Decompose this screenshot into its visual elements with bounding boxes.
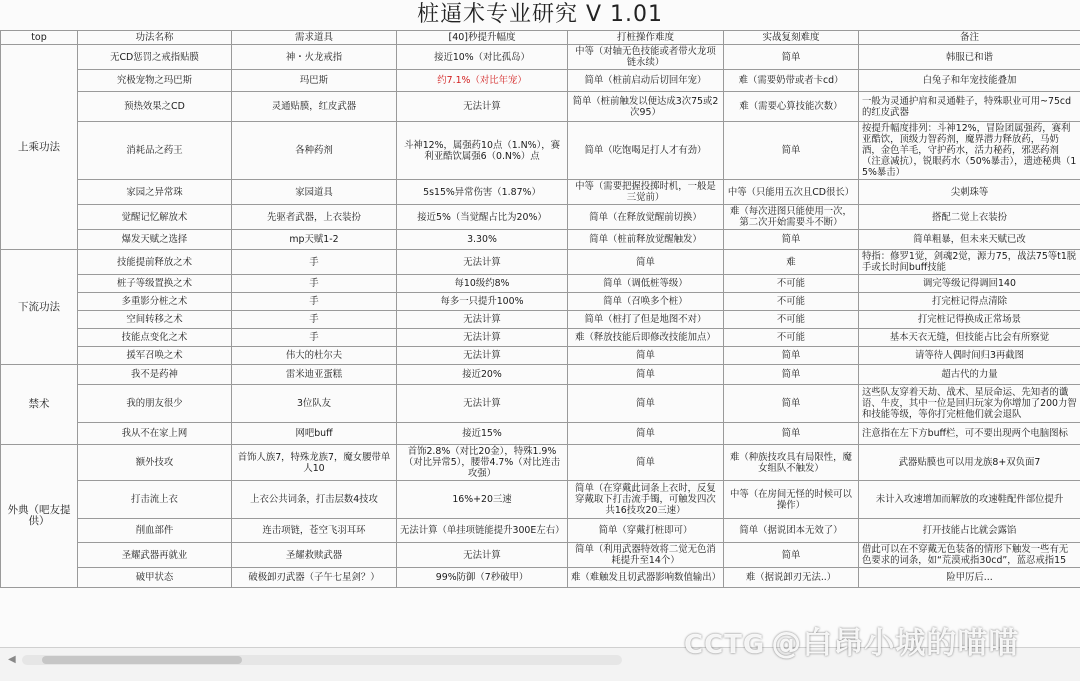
table-cell: 简单（据说团本无效了） xyxy=(724,519,859,543)
table-cell: 特指：修罗1觉，剑魂2觉，源力75，战法75等t1脱手或长时间buff技能 xyxy=(859,250,1080,275)
table-cell: 援军召唤之术 xyxy=(78,347,232,365)
table-cell: 接近20% xyxy=(397,365,568,385)
table-cell: 觉醒记忆解放术 xyxy=(78,205,232,230)
table-cell: 手 xyxy=(232,329,397,347)
header-cell: top xyxy=(1,31,78,45)
table-cell: 这些队友穿着天劫、战术、星辰命运、先知者的谶语、牛皮，其中一位是回归玩家为你增加了200力智和技能等级，等你打完桩他们就会退队 xyxy=(859,385,1080,423)
table-cell: 削血部件 xyxy=(78,519,232,543)
table-cell: 手 xyxy=(232,311,397,329)
table-cell: 一般为灵通护肩和灵通鞋子，特殊职业可用~75cd的红皮武器 xyxy=(859,92,1080,122)
table-cell: 无法计算 xyxy=(397,347,568,365)
table-cell: 简单 xyxy=(724,385,859,423)
table-cell: 技能点变化之术 xyxy=(78,329,232,347)
table-row xyxy=(1,275,1080,293)
table-cell: 我从不在家上网 xyxy=(78,423,232,445)
table-row xyxy=(1,45,1080,70)
table-cell: 简单（桩前启动后切回年宠） xyxy=(568,70,724,92)
group-cell: 下流功法 xyxy=(1,250,78,365)
table-cell: 按提升幅度排列：斗神12%，冒险团属强药，赛利亚酷饮，顶级力智药剂，魔界潜力释放药，马奶酒，金色羊毛，守护药水，活力秘药，邪恶药剂（注意减抗），锐眼药水（50%暴击），遗迹秘典（15%暴击） xyxy=(859,122,1080,180)
table-cell: 桩子等级置换之术 xyxy=(78,275,232,293)
table-row xyxy=(1,122,1080,180)
table-cell: 99%防御（7秒破甲） xyxy=(397,568,568,588)
table-cell: 无法计算 xyxy=(397,92,568,122)
table-cell: 未计入攻速增加而解放的攻速鞋配件部位提升 xyxy=(859,481,1080,519)
table-cell: 打击流上衣 xyxy=(78,481,232,519)
table-cell: 难（需要奶带或者卡cd） xyxy=(724,70,859,92)
table-cell: 接近5%（当觉醒占比为20%） xyxy=(397,205,568,230)
table-row xyxy=(1,70,1080,92)
table-cell: 圣耀武器再就业 xyxy=(78,543,232,568)
table-cell: 不可能 xyxy=(724,293,859,311)
table-cell: 无法计算 xyxy=(397,329,568,347)
table-cell: 简单 xyxy=(724,230,859,250)
table-row xyxy=(1,329,1080,347)
table-cell: 我的朋友很少 xyxy=(78,385,232,423)
table-cell: 破极卸刃武器（子午七星剑？） xyxy=(232,568,397,588)
header-cell: 需求道具 xyxy=(232,31,397,45)
header-cell: 实战复刻难度 xyxy=(724,31,859,45)
table-cell: 伟大的杜尔夫 xyxy=(232,347,397,365)
table-row xyxy=(1,568,1080,588)
table-cell: 简单 xyxy=(568,250,724,275)
table-cell: 借此可以在不穿戴无色装备的情形下触发一些有无色要求的词条，如“荒漠戒指30cd”，蓝忍戒指15 xyxy=(859,543,1080,568)
table-cell: 各种药剂 xyxy=(232,122,397,180)
table-cell: 16%+20三速 xyxy=(397,481,568,519)
watermark xyxy=(684,616,1019,672)
table-cell: 简单（吃饱喝足打人才有劲） xyxy=(568,122,724,180)
table-cell: 难（难触发且切武器影响数值输出） xyxy=(568,568,724,588)
table-cell: 无CD惩罚之戒指贴膜 xyxy=(78,45,232,70)
table-cell: 难（据说卸刃无法..） xyxy=(724,568,859,588)
scroll-thumb[interactable] xyxy=(42,656,242,664)
table-cell: 网吧buff xyxy=(232,423,397,445)
watermark-logo: CCTG xyxy=(684,630,765,660)
table-cell: 简单（在释放觉醒前切换） xyxy=(568,205,724,230)
table-cell: 简单 xyxy=(568,347,724,365)
table-row xyxy=(1,365,1080,385)
header-cell: 功法名称 xyxy=(78,31,232,45)
table-cell: 空间转移之术 xyxy=(78,311,232,329)
table-row xyxy=(1,445,1080,481)
scroll-track[interactable] xyxy=(22,655,622,665)
table-cell: 请等待人偶时间归3再截图 xyxy=(859,347,1080,365)
table-cell: 雷米迪亚蛋糕 xyxy=(232,365,397,385)
table-cell: 韩服已和谐 xyxy=(859,45,1080,70)
table-cell: 简单 xyxy=(568,445,724,481)
header-cell: [40]秒提升幅度 xyxy=(397,31,568,45)
table-cell: 无法计算 xyxy=(397,250,568,275)
table-cell: 约7.1%（对比年宠） xyxy=(397,70,568,92)
watermark-text: @白昂小城的喵喵 xyxy=(771,626,1019,661)
table-cell: 消耗品之药王 xyxy=(78,122,232,180)
table-cell: 险甲厉后... xyxy=(859,568,1080,588)
table-row xyxy=(1,230,1080,250)
table-cell: 难（需要心算技能次数） xyxy=(724,92,859,122)
table-cell: 手 xyxy=(232,275,397,293)
table-cell: 难 xyxy=(724,250,859,275)
table-row xyxy=(1,481,1080,519)
table-cell: 家园道具 xyxy=(232,180,397,205)
table-row xyxy=(1,519,1080,543)
table-cell: 究极宠物之玛巴斯 xyxy=(78,70,232,92)
table-cell: 简单（调低桩等级） xyxy=(568,275,724,293)
table-cell: 首饰人族7，特殊龙族7，魔女腰带单人10 xyxy=(232,445,397,481)
table-cell: 难（种族技攻具有局限性，魔女组队不触发） xyxy=(724,445,859,481)
table-row xyxy=(1,311,1080,329)
table-cell: 简单（桩打了但是地图不对） xyxy=(568,311,724,329)
table-cell: 每多一只提升100% xyxy=(397,293,568,311)
table-row xyxy=(1,423,1080,445)
table-cell: 灵通贴膜，红皮武器 xyxy=(232,92,397,122)
table-cell: 接近10%（对比孤岛） xyxy=(397,45,568,70)
table-cell: 中等（在房间无怪的时候可以操作） xyxy=(724,481,859,519)
table-cell: 无法计算 xyxy=(397,311,568,329)
table-cell: 技能提前释放之术 xyxy=(78,250,232,275)
table-cell: 5s15%异常伤害（1.87%） xyxy=(397,180,568,205)
table-cell: 上衣公共词条，打击层数4技攻 xyxy=(232,481,397,519)
table-cell: 尖刺珠等 xyxy=(859,180,1080,205)
horizontal-scrollbar[interactable] xyxy=(8,655,628,665)
table-cell: 打开技能占比就会露馅 xyxy=(859,519,1080,543)
table-cell: 简单 xyxy=(724,365,859,385)
table-cell: 武器贴膜也可以用龙族8+双负面7 xyxy=(859,445,1080,481)
table-cell: 简单 xyxy=(568,365,724,385)
table-cell: mp天赋1-2 xyxy=(232,230,397,250)
table-cell: 简单（桩前释放觉醒触发） xyxy=(568,230,724,250)
table-cell: 无法计算 xyxy=(397,385,568,423)
table-row xyxy=(1,347,1080,365)
table-cell: 神・火龙戒指 xyxy=(232,45,397,70)
table-row xyxy=(1,385,1080,423)
table-cell: 简单 xyxy=(724,122,859,180)
table-cell: 简单（召唤多个桩） xyxy=(568,293,724,311)
table-cell: 手 xyxy=(232,250,397,275)
table-cell: 不可能 xyxy=(724,329,859,347)
table-cell: 简单 xyxy=(724,423,859,445)
table-cell: 破甲状态 xyxy=(78,568,232,588)
table-cell: 简单 xyxy=(724,45,859,70)
table-cell: 不可能 xyxy=(724,311,859,329)
table-cell: 不可能 xyxy=(724,275,859,293)
table-cell: 斗神12%，属强药10点（1.N%），赛利亚酷饮属强6（0.N%）点 xyxy=(397,122,568,180)
scroll-left-icon[interactable]: ◀ xyxy=(8,654,16,665)
table-row xyxy=(1,543,1080,568)
table-cell: 中等（对轴无色技能或者带火龙项链永续） xyxy=(568,45,724,70)
table-cell: 3位队友 xyxy=(232,385,397,423)
table-cell: 我不是药神 xyxy=(78,365,232,385)
table-cell: 调完等级记得调回140 xyxy=(859,275,1080,293)
table-cell: 简单 xyxy=(568,423,724,445)
table-cell: 简单（在穿戴此词条上衣时，反复穿戴取下打击流手镯，可触发四次共16技攻20三速） xyxy=(568,481,724,519)
data-table xyxy=(0,30,1080,588)
table-cell: 家园之异常珠 xyxy=(78,180,232,205)
table-cell: 额外技攻 xyxy=(78,445,232,481)
table-cell: 每10级约8% xyxy=(397,275,568,293)
table-cell: 简单 xyxy=(724,543,859,568)
table-cell: 打完桩记得点清除 xyxy=(859,293,1080,311)
table-cell: 简单（穿戴打桩即可） xyxy=(568,519,724,543)
group-cell: 上乘功法 xyxy=(1,45,78,250)
table-row xyxy=(1,250,1080,275)
group-cell: 外典（吧友提供） xyxy=(1,445,78,588)
table-cell: 首饰2.8%（对比20金），特殊1.9%（对比异常5），腰带4.7%（对比连击攻强） xyxy=(397,445,568,481)
table-cell: 简单粗暴，但未来天赋已改 xyxy=(859,230,1080,250)
header-cell: 打桩操作难度 xyxy=(568,31,724,45)
table-cell: 无法计算（单挂项链能提升300E左右） xyxy=(397,519,568,543)
sheet-title: 桩逼术专业研究 V 1.01 xyxy=(0,0,1080,30)
table-cell: 3.30% xyxy=(397,230,568,250)
table-cell: 超古代的力量 xyxy=(859,365,1080,385)
table-cell: 预热效果之CD xyxy=(78,92,232,122)
table-cell: 圣耀救赎武器 xyxy=(232,543,397,568)
table-cell: 简单 xyxy=(568,385,724,423)
header-cell: 备注 xyxy=(859,31,1080,45)
table-cell: 多重影分桩之术 xyxy=(78,293,232,311)
table-cell: 难（每次进图只能使用一次，第二次开始需要斗不断） xyxy=(724,205,859,230)
table-cell: 玛巴斯 xyxy=(232,70,397,92)
group-cell: 禁术 xyxy=(1,365,78,445)
table-cell: 中等（只能用五次且CD很长） xyxy=(724,180,859,205)
table-cell: 无法计算 xyxy=(397,543,568,568)
table-cell: 手 xyxy=(232,293,397,311)
table-cell: 注意指在左下方buff栏，可不要出现两个电脑图标 xyxy=(859,423,1080,445)
table-cell: 搭配二觉上衣装扮 xyxy=(859,205,1080,230)
table-cell: 接近15% xyxy=(397,423,568,445)
table-row xyxy=(1,205,1080,230)
table-cell: 爆发天赋之选择 xyxy=(78,230,232,250)
table-row xyxy=(1,180,1080,205)
table-cell: 简单（桩前触发以便达成3次75或2次95） xyxy=(568,92,724,122)
table-cell: 难（释放技能后即修改技能加点） xyxy=(568,329,724,347)
table-cell: 简单（利用武器特效将二觉无色消耗提升至14个） xyxy=(568,543,724,568)
table-cell: 连击项链，苍空飞羽耳环 xyxy=(232,519,397,543)
table-cell: 打完桩记得换成正常场景 xyxy=(859,311,1080,329)
table-cell: 中等（需要把握投掷时机，一般是三觉前） xyxy=(568,180,724,205)
table-cell: 基本天衣无缝，但技能占比会有所察觉 xyxy=(859,329,1080,347)
header-row xyxy=(1,31,1080,45)
table-cell: 简单 xyxy=(724,347,859,365)
table-cell: 先驱者武器，上衣装扮 xyxy=(232,205,397,230)
table-cell: 白兔子和年宠技能叠加 xyxy=(859,70,1080,92)
table-row xyxy=(1,92,1080,122)
table-row xyxy=(1,293,1080,311)
